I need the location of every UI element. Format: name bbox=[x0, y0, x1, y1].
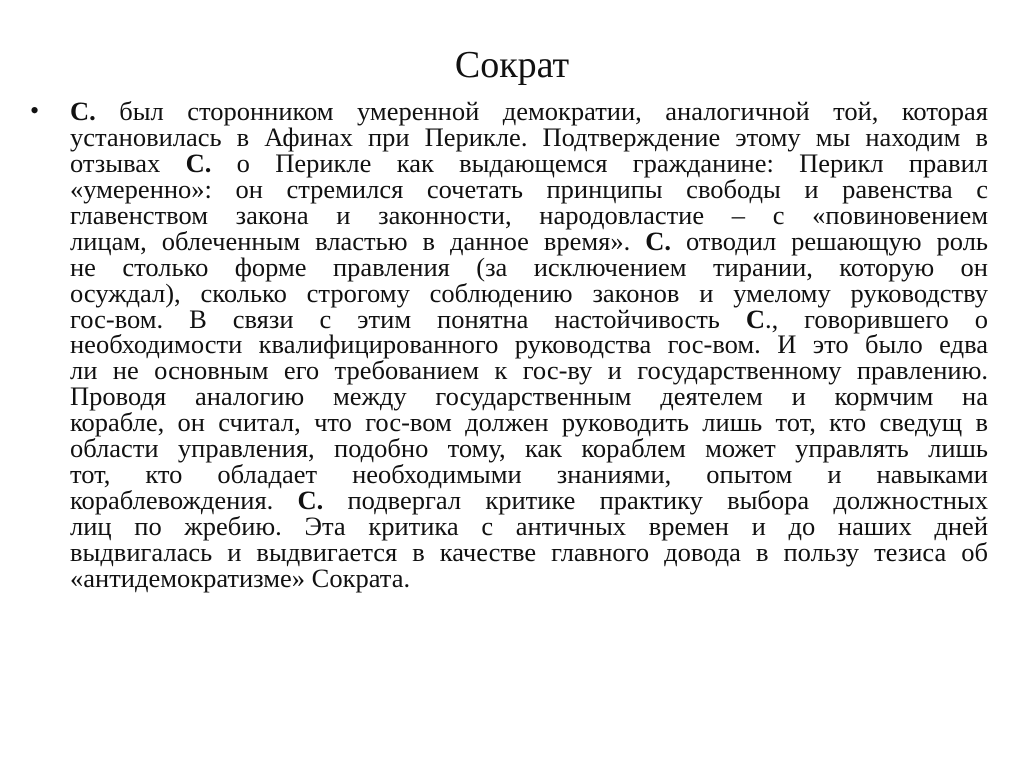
bold-text-segment: С. bbox=[297, 485, 324, 516]
text-line bbox=[70, 513, 988, 539]
text-line bbox=[70, 303, 988, 334]
slide-body-text bbox=[70, 98, 988, 591]
text-segment: лиц по жребию. Эта критика с античных времен и до наших дней bbox=[70, 511, 988, 541]
text-segment: тот, кто обладает необходимыми знаниями, опытом и навыками bbox=[70, 459, 988, 490]
slide-title: Сократ bbox=[454, 44, 570, 86]
text-segment: подвергал критике практику выбора должностных bbox=[323, 485, 988, 516]
text-line bbox=[70, 173, 988, 204]
text-segment: установилась в Афинах при Перикле. Подтверждение этому мы находим в bbox=[70, 121, 988, 152]
bold-text-segment: С bbox=[745, 303, 765, 334]
text-line bbox=[70, 199, 988, 230]
text-line bbox=[70, 225, 989, 256]
text-segment: области управления, подобно тому, как кораблем может управлять лишь bbox=[70, 433, 988, 464]
text-segment: не столько форме правления (за исключением тирании, которую он bbox=[70, 251, 988, 282]
text-line bbox=[70, 407, 988, 438]
bold-text-segment: С. bbox=[70, 96, 96, 126]
text-line bbox=[70, 121, 988, 152]
text-segment: «антидемократизме» Сократа. bbox=[70, 562, 411, 593]
text-segment: отзывах bbox=[70, 147, 186, 178]
text-segment: ли не основным его требованием к гос-ву и государственному правлению. bbox=[70, 355, 988, 386]
text-segment: «умеренно»: он стремился сочетать принципы свободы и равенства с bbox=[70, 173, 988, 204]
text-line bbox=[70, 381, 988, 412]
bold-text-segment: С. bbox=[645, 225, 671, 256]
text-segment: корабле, он считал, что гос-вом должен руководить лишь тот, кто сведущ в bbox=[70, 407, 988, 438]
text-line bbox=[70, 277, 988, 308]
text-line bbox=[70, 147, 988, 178]
text-line bbox=[70, 536, 988, 567]
text-segment: лицам, облеченным властью в данное время». bbox=[70, 225, 646, 256]
text-line bbox=[70, 485, 988, 516]
text-line bbox=[70, 562, 988, 593]
text-segment: был сторонником умеренной демократии, аналогичной той, которая bbox=[95, 96, 988, 126]
text-segment: выдвигалась и выдвигается в качестве главного довода в пользу тезиса об bbox=[70, 536, 988, 567]
text-line bbox=[70, 355, 988, 386]
text-segment: кораблевождения. bbox=[70, 485, 298, 516]
text-segment: необходимости квалифицированного руководства гос-вом. И это было едва bbox=[70, 329, 988, 360]
bullet-icon: • bbox=[30, 96, 40, 125]
bold-text-segment: С. bbox=[185, 147, 212, 178]
text-segment: осуждал), сколько строгому соблюдению законов и умелому руководству bbox=[70, 277, 988, 308]
text-segment: о Перикле как выдающемся гражданине: Перикл правил bbox=[211, 147, 988, 178]
text-segment: отводил решающую роль bbox=[671, 225, 989, 256]
text-segment: Проводя аналогию между государственным деятелем и кормчим на bbox=[70, 381, 988, 412]
text-segment: главенством закона и законности, народовластие – с «повиновением bbox=[70, 199, 988, 230]
text-segment: гос-вом. В связи с этим понятна настойчивость bbox=[70, 303, 746, 334]
text-segment: ., говорившего о bbox=[764, 303, 988, 334]
text-line bbox=[70, 433, 988, 464]
text-line bbox=[70, 459, 988, 490]
text-line bbox=[70, 329, 988, 360]
text-line bbox=[70, 251, 988, 282]
text-line bbox=[70, 98, 988, 124]
